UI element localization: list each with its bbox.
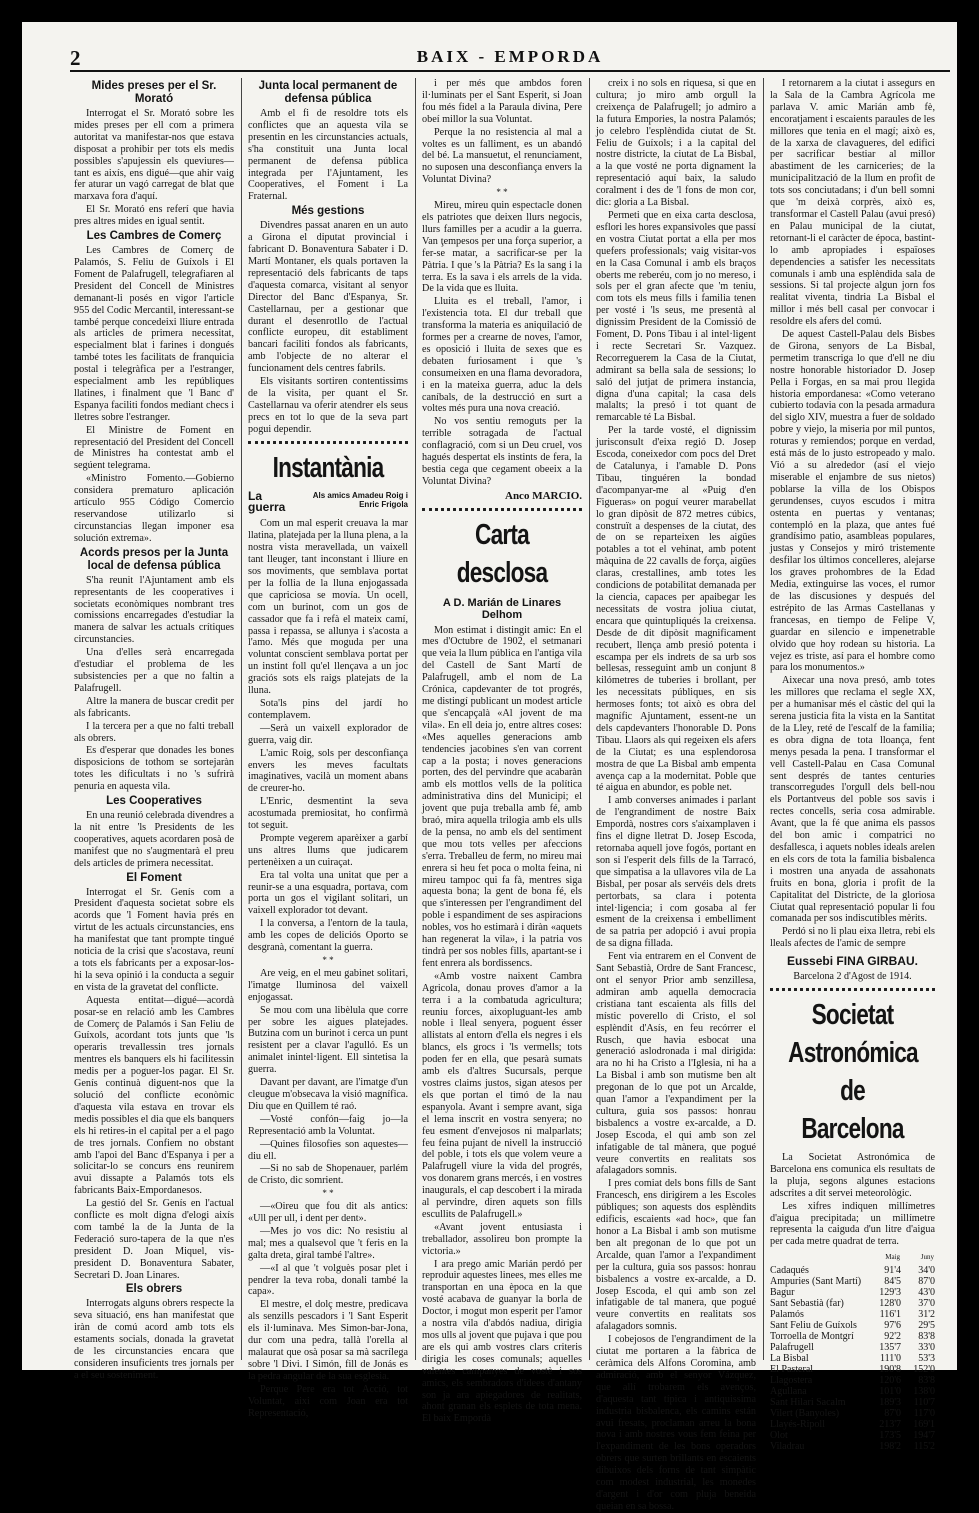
station-name: Sant Hilari Sacalm (770, 1397, 846, 1409)
dotted-separator (422, 508, 582, 511)
station-name: El Pasteral (770, 1364, 814, 1376)
article-paragraph: El mestre, el dolç mestre, predicava als senzills pescadors i 'l Sant Esperit els il·luminava. Mes Simon-bar-Jona, dur com una pedra, tallà l'orella al malaurat que osà posar sa mà sacrílega sobre 'l Divi. I Simón, fill de Jonás es la pedra angular de la sua esglesia. (248, 1299, 408, 1382)
article-paragraph: Davant per davant, are l'imatge d'un cleugue m'obsecava la visió magnífica. Diu que en Quillem té raó. (248, 1077, 408, 1112)
article-paragraph: «Avant jovent entusiasta i treballador, assolireu bon prompte la victoria.» (422, 1221, 582, 1257)
rainfall-value: 53'3 (918, 1353, 935, 1365)
article-paragraph: Fent via entrarem en el Convent de Sant Sebastià, Ordre de Sant Francesc, ont el senyor Prior amb senzillesa, admiran amb aquella democracia cristiana tant escaienta als fills del místic poverello di Cristo, el sol esplèndit d'Asís, en feu recórrer el Rusch, que havia esbocat una generació aslodronada i mal dirigida: ara no hi ha Cristo a l'Iglesia, ni ha a La Bisbal i amb son mutisme ben alt pregonan de lo que pot un Arcalde, quan l'amor a l'expandiment per la cultura, guia sos passos: honrau bisbalencs a vostre ex-arcalde, a D. Josep Escoda, el qui amb son zel infatigable de tal mànera, que pogué veure convertits en realitats sos afalagadors somnis. (596, 951, 756, 1177)
rainfall-value: 29'5 (918, 1320, 935, 1332)
dotted-separator (248, 441, 408, 444)
newspaper-page (22, 22, 957, 1512)
rainfall-table (770, 1251, 935, 1452)
letter-recipient: A D. Marián de Linares Delhom (442, 596, 562, 621)
article-paragraph: I ara prego amic Marián perdó per reproduir aquestes linees, mes elles me transportan en una època en la que vosté acabava de guanyar la borla de Doctor, i mogut mon esperit per l'amor a nostra vila d'abdós nadiua, dirigia mos ulls al jovent que pujava i que pou are els qui amb vostres clars criteris dirigia les coses comunals; aquelles valentes campanyes de vostè i sos amics, els sembradors d'idees d'antany son ja ara apiegadores de realitats, ahont granan els esplets de tota mena. El baix Empordà (422, 1258, 582, 1425)
article-paragraph: Altre la manera de buscar credit per als fabricants. (74, 695, 234, 719)
article-paragraph: Amb el fi de resoldre tots els conflictes que an aquesta vila se presentin en les circunstancies actuals, s'ha constituit una Junta local permanent de defensa pública integrada per l'Ajuntament, les Cooperatives, el Foment i La Fraternal. (248, 108, 408, 203)
page-number: 2 (70, 46, 81, 70)
rainfall-value: 116'1 (879, 1309, 901, 1321)
rainfall-value: 173'5 (879, 1430, 901, 1442)
table-row (770, 1375, 935, 1386)
rainfall-value: 37'0 (918, 1298, 935, 1310)
column-3 (422, 78, 582, 1425)
section-heading: Acords presos per la Junta local de defensa pública (79, 546, 229, 572)
feature-title: Societat Astronómica de Barcelona (788, 998, 918, 1145)
rainfall-value: 213'7 (879, 1419, 901, 1431)
column-divider (763, 78, 764, 1360)
section-break: * * (322, 955, 334, 965)
station-name: Bagur (770, 1287, 795, 1299)
table-header (770, 1251, 867, 1265)
table-row (770, 1265, 935, 1276)
table-row (770, 1309, 935, 1320)
table-row (770, 1353, 935, 1364)
article-paragraph: Divendres passat anaren en un auto a Girona el diputat provincial i fabricant D. Bonaventura Sabater i D. Martí Montaner, els quals portaven la representació dels fabricants de taps d'aquesta comarca, visitant al senyor Director del Banc d'Espanya, Sr. Castellarnau, per a gestionar que durant el desenrotllo de l'actual conflicte europeu, dit establiment bancari faciliti fondos als fabricants, amb l'objecte de no alterar el funcionament dels centres fabrils. (248, 220, 408, 375)
feature-title: Instantània (272, 451, 384, 484)
feature-subtitle (248, 488, 408, 515)
rainfall-value: 92'2 (884, 1331, 901, 1343)
article-paragraph: Permeti que en eixa carta desclosa, esflori les hores expansivoles que passí en vostra Ciutat portat a ella per mos quefers professionals; vaig visitar-vos en la Casa Comunal i amb els braços oberts me reberéu, com jo no mereso, i sols per el gran afecte que 'm teniu, com tots els meus fills i familia tenen per vosté i 'ls seus, me presentà al dignissim President de la Comissió de Foment, D. Pons Tibau i al intel·ligent i recte Secretari Sr. Vazquez. Recorreguerem la Casa de la Ciutat, admirant sa bella sala de sessions; lo saló del jutjat de primera instancia, digna d'una capital; la casa dels malalts; la presó i tot quant de remarcable té La Bisbal. (596, 209, 756, 424)
rainfall-value: 190'8 (879, 1364, 901, 1376)
station-name: Vilert (Banyoles) (770, 1408, 840, 1420)
page-header (70, 46, 950, 72)
table-row (770, 1298, 935, 1309)
section-heading: Junta local permanent de defensa pública (258, 80, 398, 105)
newspaper-title: BAIX - EMPORDA (416, 47, 604, 66)
rainfall-value: 152'0 (913, 1364, 935, 1376)
rainfall-value: 115'2 (913, 1441, 935, 1453)
rainfall-value: 84'5 (884, 1276, 901, 1288)
author-signature: Anco MARCIO. (505, 489, 582, 502)
rainfall-value: 128'0 (879, 1298, 901, 1310)
article-paragraph: Per la tarde vosté, el dignissim jurisconsult d'eixa regió D. Josep Escoda, coneixedor com pocs del Dret de Catalunya, i l'amable D. Pons Tibau, tinguéren la bondad d'acompanyar-me al «Puig d'en Figueras» on poguí veurer marabellat lo gran dipòsit de 872 metres cúbics, construït a despenses de la ciutat, des de on se reparteixen les aigües potables a tot el vehinat, amb potent màquina de 22 cavalls de força, aigües claras, crestallines, amb totes les condicions de potabilitat demanada per la ciencia, capaces per apaibegar les necessitats de vostra joliua ciutat, encara que quintupliqués la creixensa. Desde de dit dipòsit magnificament recubert, llença amb presió potenta i escampa per els indrets de sa urb sos bellesas, resseguint amb un conjunt 8 kilómetres de tuberies i brollant, per les necessitats públiques, en sis hermoses fonts; tot això es obra del magnífic Ajuntament, essent-ne un dels capdevanters l'honorable D. Pons Tibau. Llaors als qui regeixen els afers de la Ciutat; es una esplendorosa mostra de que La Bisbal amb empenta avença cap a la modernitat. Poble que té aigua en abundor, es poble net. (596, 425, 756, 794)
article-paragraph: I la conversa, a l'entorn de la taula, amb les copes de deliciós Oporto se desgranà, comentant la guerra. (248, 918, 408, 954)
dotted-separator (770, 988, 935, 991)
rainfall-value: 31'2 (918, 1309, 935, 1321)
rainfall-value: 117'0 (913, 1408, 935, 1420)
article-paragraph: L'Enric, desmentint la seva acostumada premiositat, ho confirmà tot seguit. (248, 796, 408, 832)
rainfall-value: 97'6 (884, 1320, 901, 1332)
article-paragraph: I cobejosos de l'engrandiment de la ciutat me portaren a la fàbrica de ceràmica dels Alfons Coromina, amb admiració, amb el senyor Vázquez, que allí trobarem els avenços, d'aquesta tant típica i antiquissima industria bisbalenca, els camins están avui fresats, proclaman arreu la bona nova i amb nostres vous fem feina per l'expandiment de les bons operadors obrers que surten brillants en escaients dibuixos dels forns de tant simpàtic com modest industrial, les monedes d'argent i d'or com pluja beneida queian en sa bossa. (596, 1334, 756, 1512)
article-paragraph: El Sr. Morató ens referí que havia pres altres mides en igual sentit. (74, 204, 234, 228)
article-paragraph: Interrogat el Sr. Morató sobre les mides preses per ell com a primera autoritat va manifestar-nos que estava disposat a prohibir per tots els medis possibles s'apujessin els queviures—tant es aixís, ens digué—que ahir vaig fer aturar un vagó carregat de blat que marxava fora d'aquí. (74, 108, 234, 203)
table-row (770, 1342, 935, 1353)
article-paragraph: Prompte vegerem aparèixer a garbí uns altres llums que judicarem pertenèixen a un cuiraçat. (248, 832, 408, 868)
article-paragraph: Era tal volta una unitat que per a reunir-se a una esquadra, portava, com porta un gos el vigilant solitari, un vaixell explorador tot devant. (248, 869, 408, 917)
article-paragraph: Aquesta entitat—digué—acordà posar-se en relació amb les Cambres de Comerç de Palamós i San Feliu de Guíxols, acordant tots junts que 'ls operaris trevallessin tres jornals mentres els banquers els hi facilitessin medis per a poguer-los pagar. El Sr. Genís continuà diguent-nos que la solució del conflicte econòmic d'aquesta vila estava en trovar els medis possibles el dia que els banquers els hi retires-in el capital per a el pago de tres jornals. Confiem no obstant amb l'apoi del Banc d'Espanya i per a solicitar-lo se concurs ens reunirem avui dissapte a Palamós tots els fabricants Baix-Empordanesos. (74, 994, 234, 1197)
table-row (770, 1287, 935, 1298)
table-row (770, 1397, 935, 1408)
table-row (770, 1364, 935, 1375)
section-heading: El Foment (126, 871, 182, 884)
column-2 (248, 78, 408, 1419)
table-row (770, 1320, 935, 1331)
column-5 (770, 78, 935, 1453)
rainfall-value: 33'0 (918, 1342, 935, 1354)
table-header: Juny (920, 1253, 934, 1262)
rainfall-value: 138'0 (913, 1386, 935, 1398)
article-paragraph: i per més que ambdos foren il·luminats per el Sant Esperit, si Joan fou més fidel a la Paraula divina, Pere obeí millor la sua Voluntat. (422, 78, 582, 125)
table-row (770, 1419, 935, 1430)
rainfall-value: 87'0 (884, 1408, 901, 1420)
table-row (770, 1441, 935, 1452)
rainfall-value: 83'8 (918, 1375, 935, 1387)
article-paragraph: No vos sentiu remoguts per la terrible sotragada de l'actual conflagració, com si un Deu cruel, vos hagués despertat els instints de fera, la bestia cega que cegament obeeix a la Voluntat Divina? (422, 416, 582, 487)
article-paragraph: Lluita es el treball, l'amor, i l'existencia tota. El dur treball que transforma la materia es aniquilació de formes per a crearne de noves, l'amor, es oposició i lluita de sexes que es debaten furiosament i que 's consumeixen en una flama devoradora, i en la mateixa guerra, aduc la dels caníbals, de la destrucció en surt a voltes més pura una nova creació. (422, 296, 582, 415)
article-paragraph: Mireu, mireu quin espectacle donen els patriotes que deixen llurs negocis, llurs familles per a acudir a la guerra. Van ţempesos per una força superior, a fer-se matar, a sacrificar-se per la Pàtria. I que 's la Pàtria? Es la sang i la terra. Es la sava i els arrels de la vida. De la vida que es lluita. (422, 200, 582, 295)
station-name: Sant Feliu de Guíxols (770, 1320, 857, 1332)
table-row (770, 1276, 935, 1287)
article-paragraph: —Mes jo vos dic: No resistiu al mal; mes a qualsevol que 't feris en la galta dreta, giral també l'altre». (248, 1225, 408, 1261)
rainfall-value: 135'7 (879, 1342, 901, 1354)
station-name: Palamós (770, 1309, 804, 1321)
rainfall-value: 87'0 (918, 1276, 935, 1288)
column-divider (589, 78, 590, 1360)
table-row (770, 1408, 935, 1419)
article-paragraph: Interrogat el Sr. Genís com a President d'aquesta societat sobre els acords que 'l Foment havia prés en virtut de les actuals circunstancies, ens ha manifestat que tant prompte tingué noticia de la crisi que s'acostava, reuní a tots els fabricants per a exposar-los-hi la seva opinió i la conducta a seguir en vista de la gravetat del conflicte. (74, 886, 234, 993)
rainfall-value: 111'0 (879, 1353, 901, 1365)
rainfall-value: 169'1 (913, 1419, 935, 1431)
article-paragraph: «Ministro Fomento.—Gobierno considera prematuro aplicación artículo 955 Código Comercio reservandose utilizarlo si circunstancias llegan imponer esa solución extrema». (74, 473, 234, 544)
rainfall-value: 91'4 (884, 1265, 901, 1277)
article-paragraph: —Vosté confón—faig jo—la Representació amb la Voluntat. (248, 1113, 408, 1137)
author-signature: Eussebi FINA GIRBAU. (787, 954, 918, 969)
article-paragraph: L'amic Roig, sols per desconfiança envers les meves facultats imaginatives, vacilà un moment abans de creurer-ho. (248, 747, 408, 795)
article-paragraph: Perque la no resistencia al mal a voltes es un falliment, es un abandó del bé. La mansuetut, el renunciament, no suposen una desconfiança envers la Voluntat Divina? (422, 126, 582, 186)
section-break: * * (496, 187, 508, 198)
rainfall-value: 129'3 (879, 1287, 901, 1299)
station-name: Torroella de Montgrí (770, 1331, 854, 1343)
table-row (770, 1331, 935, 1342)
article-paragraph: —Si no sab de Shopenauer, parlém de Cristo, dic somrient. (248, 1163, 408, 1187)
rainfall-value: 101'0 (879, 1386, 901, 1398)
article-paragraph: —Quines filosofies son aquestes—diu ell. (248, 1138, 408, 1162)
article-paragraph: Aixecar una nova presó, amb totes les millores que reclama el segle XX, per a humanisar més el càstic del qui la serena justicia fita la vista en la Santitat de la Lley, reté de l'escalf de la familia; es obra digna de tota lloança, fent menys pesada la pena. I transformar el vell Castell-Palau en Casa Comunal sent després de tantes centuries transcorregudes l'orgull dels bell-nou els Portantveus del poble sos savis i rectes concells, seria cosa admirable. Avant, que la fé que anima els passos del bon amic i compatrici no desfallesca, i aquets nobles ideals arelen en els cors de tota la familia bisbalenca i mostren una anyada de assahonats fruits en bona, gloria i profit de la Capitalitat del Districte, de la gloriosa Ciutat qual representació popular li fou comanada per sos indiscutibles mèrits. (770, 675, 935, 925)
section-heading: Mides preses per el Sr. Morató (91, 80, 217, 105)
article-paragraph: Se mou com una libèlula que corre per sobre les aigues platejades. Butzina com un burinot i cerca un punt resistent per a clavar l'agulló. Es un animalet inintel·ligent. Ell sintetisa la guerra. (248, 1004, 408, 1076)
article-paragraph: —Serà un vaixell explorador de guerra, vaig dir. (248, 722, 408, 746)
article-paragraph: Sota'ls pins del jardí ho contemplavem. (248, 697, 408, 721)
article-paragraph: Are veig, en el meu gabinet solitari, l'imatge lluminosa del vaixell enjogassat. (248, 967, 408, 1003)
rainfall-value: 43'0 (918, 1287, 935, 1299)
article-paragraph: I pres comiat dels bons fills de Sant Francesch, ens dirigirem a les Escoles públiques; son aquests dos esplèndits edificis, escaients «ad hoc», que fan honor a La Bisbal i amb son mutisme ben alt pregonan de lo que pot un Arcalde, quan l'amor a l'expandiment per la cultura, guia sos passos: honrau bisbalencs a vostre ex-arcalde, a D. Josep Escoda, el qui amb son zel infatigable de tal manera, que pogué veure convertits en realitats sos afalagadors somnis. (596, 1178, 756, 1333)
article-paragraph: Com un mal esperit creuava la mar llatina, platejada per la lluna plena, a la nostra vista meravellada, un vaixell tant lleuger, tant inconstant i lliure en sos moviments, que semblava portat per la follia de la lluna enjogassada que capriciosa se movía. Un ocell, com un burinot, com un gos de cassador que fa i refà el mateix camí, passa i repassa, se allunya i s'acosta a l'amo. Més que moguda per una voluntat conscient semblava portat per un instint foll qu'el llençava a un joc graciós sots els raigs platejats de la lluna. (248, 518, 408, 697)
article-paragraph: creix i no sols en riquesa, si que en cultura; jo miro amb orgull la creixença de Palafrugell; jo admiro a la futura Empories, la nostra Palamós; jo celebro l'esplèndida ciutat de St. Feliu de Guíxols; i a la capital del nostre districte, la ciutat de La Bisbal, a la que vosté ne porta dignament la representació aquí baix, la saludo coralment i des de 'l fons de mon cor, dic: gloria a La Bisbal. (596, 78, 756, 209)
rainfall-value: 120'6 (879, 1375, 901, 1387)
article-paragraph: Les xifres indiquen millímetres d'aigua precipitada; un millímetre representa la caiguda d'un litre d'aigua per cada metre quadrat de terra. (770, 1200, 935, 1248)
article-paragraph: —«I al que 't volguès posar plet i pendrer la teva roba, donali també la capa». (248, 1262, 408, 1298)
article-paragraph: La Societat Astronómica de Barcelona ens comunica els resultats de la pluja, segons algunes estacions adscrites a dit servei meteorològic. (770, 1151, 935, 1199)
article-paragraph: I la tercera per a que no falti treball als obrers. (74, 720, 234, 744)
table-row (770, 1386, 935, 1397)
article-paragraph: Es d'esperar que donades les bones disposicions de tothom se sortejaràn totes les dificultats i no 's sufrirà penuria en aquesta vila. (74, 745, 234, 793)
station-name: Llayés-Ripoll (770, 1419, 825, 1431)
rainfall-value: 194'7 (913, 1430, 935, 1442)
station-name: Cadaqués (770, 1265, 809, 1277)
rainfall-value: 189'3 (879, 1397, 901, 1409)
article-paragraph: I retornarem a la ciutat i assegurs en la Sala de la Cambra Agrícola me parlava V. amic Marián amb fè, encoratjament i escaients paraules de les millores que tenia en el magí; això es, de la xarxa de clavagueres, del edifici per sacrificar bestiar al millor abastiment de les carniceries; de la municipalització de la llum en profit de tots sos conciutadans; i d'un bell somni que 'm deixà corprès, això es, transformar el Castell Palau (avui presó) en Palau municipal de la ciutat, retornant-li el caràcter de época, bastint-lo amb apropiades i espaïoses dependencies a satisfer les necessitats comunals i amb una esplèndida sala de sessions. Si tal projecte algun jorn fos realitat viventa, tindria La Bisbal el millor i més bell casal per convocar i resoldre els afers del comú. (770, 78, 935, 328)
article-paragraph: Els visitants sortiren contentissims de la visita, per quant el Sr. Castellarnau va oferir atendrer els seus precs en tot lo que de la seva part pogui dependir. (248, 376, 408, 435)
rainfall-value: 198'2 (879, 1441, 901, 1453)
article-paragraph: Mon estimat i distingit amic: En el mes d'Octubre de 1902, el setmanari que veia la llum pública en l'antiga vila del Castell de Sant Martí de Palafrugell, amb el nom de La Crónica, capdevanter de tot progrés, me distingí publicant un modest article que s'encapçalà «Al jovent de ma vila». En ell deia jo, entre altres coses: «Mes aquelles generacions amb tendencies jacobines s'en van corrent cap a la posta; i noves generacions porten, des del pervindre que acabaràn amb els mottlos vells de la política administrativa dins del Municipi; el jovent que puja treballa amb fé, amb braó, mira aquella trilogia amb els ulls de la pensa, no amb els del sentiment que mou tots velles per afeccions s'erra. Treballeu de ferm, no mireu mai enrera si heu fet poca o molta feina, ni mireu tampoc qui fa fà, mentres siga aquesta bona; la gent de bona fé, els que s'interessen per l'engrandiment del poble i espandiment de ses aspiracions nobles, vos ho estimarà i diràn «aquets han regenerat la vila», i la patria vos tindrà per sos nobles fills, apartant-se i fent enrera als bordissencs. (422, 624, 582, 969)
rainfall-value: 110'7 (913, 1397, 935, 1409)
column-divider (241, 78, 242, 1360)
article-paragraph: El Ministre de Foment en representació del President del Concell de Ministres ha contestat amb el segúent telegrama. (74, 424, 234, 472)
rainfall-value: 83'8 (918, 1331, 935, 1343)
section-break: * * (322, 1188, 334, 1199)
article-paragraph: Una d'elles serà encarregada d'estudiar el problema de les subsistencies per a que no faltin a Palafrugell. (74, 647, 234, 694)
article-paragraph: Les Cambres de Comerç de Palamós, S. Feliu de Guíxols i El Foment de Palafrugell, telegrafiaren al President del Concell de Ministres demanant-li posés en vigor l'article 955 del Codic Mercantil, interessant-se també perque concedeixi lliure entrada als articles de primera necessitat, especialment blat i farines i dongués també totes les facilitats de franquicia postal i telegràfica per a l'estranger, especialment amb les repúbliques llatines, i finalment que 'l Banc d' Espanya faciliti fondos mediant checs i lletres sobre l'estranger. (74, 245, 234, 423)
column-1 (74, 78, 234, 1381)
article-paragraph: S'ha reunit l'Ajuntament amb els representants de les cooperatives i societats econòmiques nombrant tres comissions encarregades d'estudiar la manera de salvar les actuals crítiques circunstancies. (74, 574, 234, 646)
article-paragraph: En una reunió celebrada divendres a la nit entre 'ls Presidents de les cooperatives, aquets acordaren posà de manifest que no s'augmentarà el preu dels articles de primera necessitat. (74, 810, 234, 869)
station-name: Llagostera (770, 1375, 813, 1387)
table-header: Maig (885, 1253, 900, 1262)
station-name: Palafrugell (770, 1342, 814, 1354)
section-heading: Els obrers (125, 1283, 183, 1296)
article-paragraph: Perque Pere era tot Acció, tot Voluntat, aixi com Joan era tot Representació, (248, 1383, 408, 1419)
section-heading: Més gestions (291, 205, 365, 218)
station-name: Olot (770, 1430, 788, 1442)
column-divider (415, 78, 416, 1360)
section-heading: Les Cooperatives (106, 795, 202, 808)
station-name: Agullana (770, 1386, 807, 1398)
column-4 (596, 78, 756, 1512)
station-name: Ampuries (Sant Martí) (770, 1276, 862, 1288)
article-paragraph: I amb converses animades i parlant de l'engrandiment de nostre Baix Empordà, nostres cors s'aixamplaven i fins el digne lletrat D. Josep Escoda, retornaba aquell jove fogós, portant en son si l'esperit dels fills de la Tarracó, que simpatisa a la ullavores vila de La Bisbal, per posar als servéis dels drets pertorbats, sa clara i potenta intel·ligencia; i com gosaba al fer esment de la creixensa i embelliment de sa patria per adopció i avui propia de sa digna fillada. (596, 795, 756, 950)
station-name: La Bisbal (770, 1353, 809, 1365)
table-row (770, 1430, 935, 1441)
article-paragraph: Interrogats alguns obrers respecte la seva situació, ens han manifestat que iràn de comú acord amb tots els estaments socials, donada la gravetat de les circunstancies encara que consideren insuficients tres jornals per a el seu sosteniment. (74, 1298, 234, 1381)
dedication: Als amics Amadeu Roig i Enric Frigola (312, 490, 408, 509)
letter-date: Barcelona 2 d'Agost de 1914. (793, 971, 912, 983)
feature-title: Carta desclosa (456, 518, 548, 589)
article-paragraph: De aquest Castell-Palau dels Bisbes de Girona, senyors de La Bisbal, permetim transcriga lo que d'ell ne diu nostre honorable historiador D. Josep Pella i Forgas, en sa mai prou llegida historia empordanesa: «Como veterano cubierto todavia con la pesada armadura del siglo XIV, muestra a fuer de soldado pobre y viejo, la miseria por mil puntos, roturas y remiendos; porque en verdad, está más de lo justo estropeado y malo. Vió a su alrededor (así el viejo miserable el enjambre de sus nietos) poblarse la villa de los Obispos gerundenses, cuyos escudos i mitra ostenta en puertas y ventanas; contempló en la plaza, que antes fué grandísimo patio, asambleas populares, justas y Consejos y miró tristemente desfilar los últimos concelleres, alejarse los graves prohombres de la Edad Media, extinguirse las voces, el rumor de las discusiones y después del estrépito de las Armas Castellanas y francesas, en tiempo de Felipe V, guardar en silencio e impenetrable olvido que hoy rodean su historia. La vejez es triste, así para el hombre como para los monumentos.» (770, 329, 935, 674)
article-paragraph: —«Oireu que fou dit als antics: «Ull per ull, i dent per dent». (248, 1201, 408, 1225)
station-name: Sant Sebastià (far) (770, 1298, 844, 1310)
rainfall-value: 34'0 (918, 1265, 935, 1277)
article-paragraph: La gestió del Sr. Genís en l'actual conflicte es molt digna d'elogi aixís com també la de la Junta de la Federació suro-tapera de la que n'es president D. Joan Miquel, vis-president D. Bonaventura Sabater, Secretari D. Joan Linares. (74, 1198, 234, 1281)
section-heading: Les Cambres de Comerç (86, 230, 222, 243)
article-paragraph: Perdó si no li plau eixa lletra, rebi els lleals afectes de l'amic de sempre (770, 926, 935, 950)
article-paragraph: «Amb vostre naixent Cambra Agricola, donau proves d'amor a la terra i a la combatuda agricultura; reuniu forces, aixopluguant-les amb noble i lleal senyera, poguent ésser allistats al entorn d'ella els negres i els blancs, els grocs i 'ls vermells; tots poden fer en ella, que pesarà sumats amb els d'altres Sucursals, perque vostres claims justos, sigan atesos per els que portan el timó de la nau espanyola. Avant i sempre avant, siga el lema inscrit en vostra senyera; no feu esment d'envejosos ni malparlats; feu feina pujant de nivell la instrucció del poble, i tots els que volem veure a Palafrugell viure la vida del progrés, vos donarem grans mercés, i en vostres inaugurals, el cap descobert i la mirada al pervindre, diren aquets son fills escullits de Palafrugell.» (422, 970, 582, 1220)
station-name: Viladrau (770, 1441, 805, 1453)
feature-kicker: La guerra (248, 488, 286, 515)
